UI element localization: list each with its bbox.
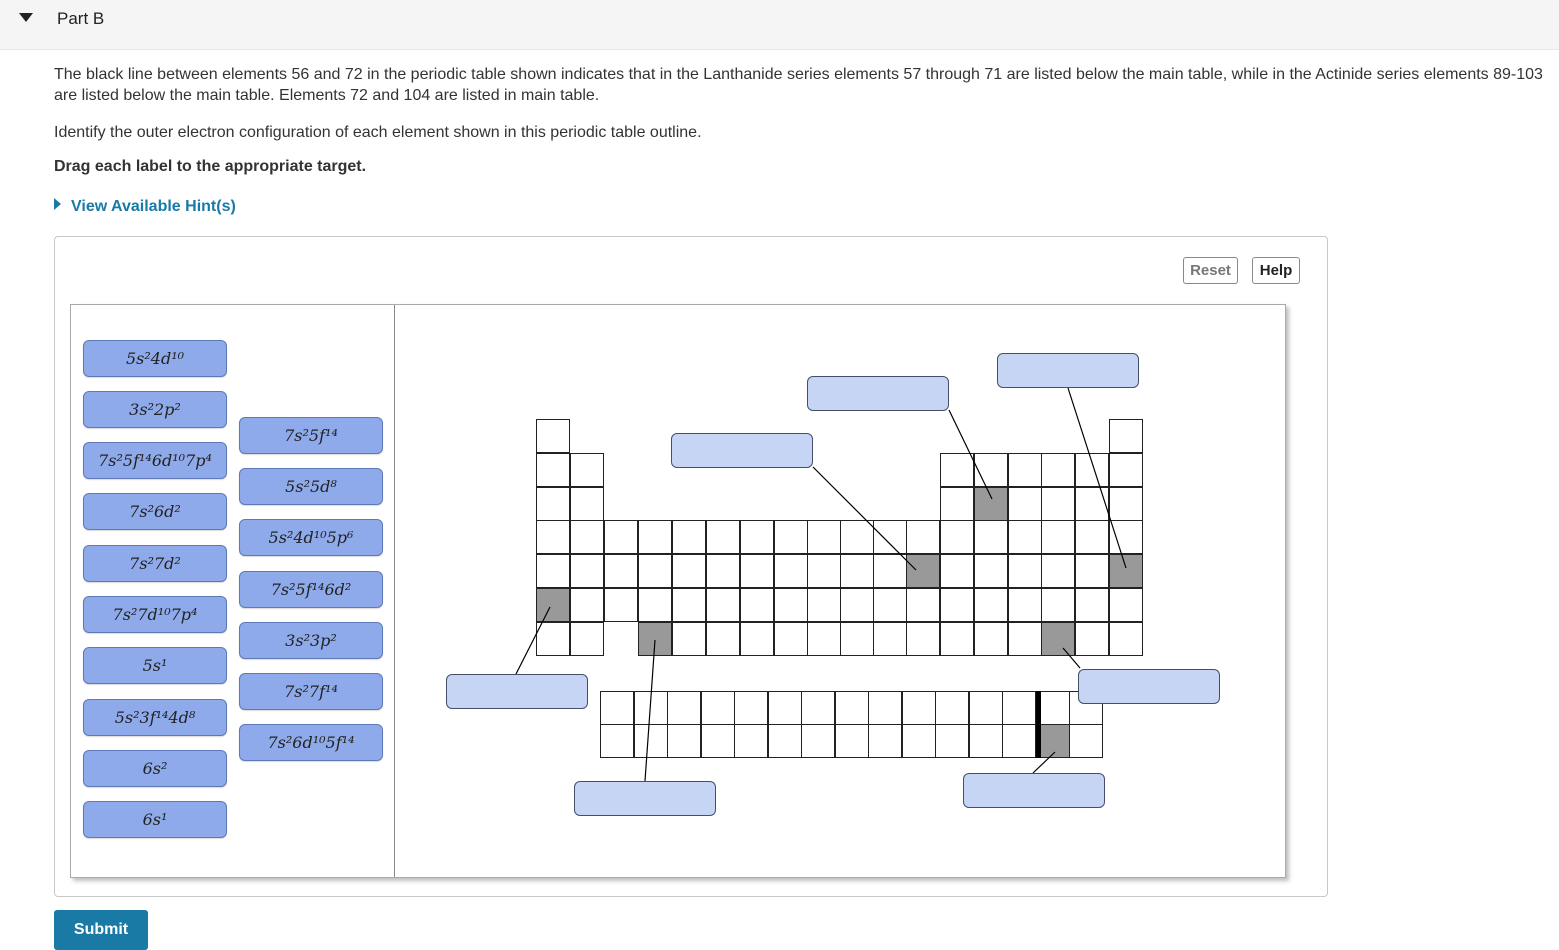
label-chip[interactable]: 5s²5d⁸ bbox=[239, 468, 383, 505]
drop-target[interactable] bbox=[997, 353, 1139, 388]
label-chip[interactable]: 7s²5f¹⁴ bbox=[239, 417, 383, 454]
label-chip[interactable]: 7s²6d¹⁰5f¹⁴ bbox=[239, 724, 383, 761]
instruction-text: Identify the outer electron configuration of each element shown in this periodic table outline. bbox=[54, 124, 702, 141]
label-chip[interactable]: 7s²6d² bbox=[83, 493, 227, 530]
label-chip[interactable]: 7s²7d² bbox=[83, 545, 227, 582]
label-chip[interactable]: 3s²2p² bbox=[83, 391, 227, 428]
drop-target[interactable] bbox=[446, 674, 588, 709]
label-chip[interactable]: 7s²7f¹⁴ bbox=[239, 673, 383, 710]
label-chip[interactable]: 6s² bbox=[83, 750, 227, 787]
label-chip[interactable]: 5s²4d¹⁰ bbox=[83, 340, 227, 377]
label-chip[interactable]: 7s²5f¹⁴6d¹⁰7p⁴ bbox=[83, 442, 227, 479]
help-button[interactable]: Help bbox=[1252, 257, 1300, 284]
label-chip[interactable]: 7s²5f¹⁴6d² bbox=[239, 571, 383, 608]
drop-target[interactable] bbox=[671, 433, 813, 468]
label-chip[interactable]: 5s¹ bbox=[83, 647, 227, 684]
intro-text: The black line between elements 56 and 72 in the periodic table shown indicates that in the Lanthanide series elements 57 through 71 are listed below the main table, while in the Actinide series elements 89-103 are listed below the main table. Elements 72 and 104 are listed in main table. bbox=[54, 66, 1543, 104]
label-chip[interactable]: 7s²7d¹⁰7p⁴ bbox=[83, 596, 227, 633]
reset-button[interactable]: Reset bbox=[1183, 257, 1238, 284]
drop-target[interactable] bbox=[1078, 669, 1220, 704]
drag-instruction: Drag each label to the appropriate target. bbox=[54, 158, 367, 175]
drop-target[interactable] bbox=[574, 781, 716, 816]
part-title: Part B bbox=[57, 9, 105, 28]
label-chip[interactable]: 3s²3p² bbox=[239, 622, 383, 659]
label-chip[interactable]: 6s¹ bbox=[83, 801, 227, 838]
drop-target[interactable] bbox=[963, 773, 1105, 808]
label-chip[interactable]: 5s²4d¹⁰5p⁶ bbox=[239, 519, 383, 556]
drop-target[interactable] bbox=[807, 376, 949, 411]
submit-button[interactable]: Submit bbox=[54, 910, 148, 950]
label-chip[interactable]: 5s²3f¹⁴4d⁸ bbox=[83, 699, 227, 736]
hint-link-label: View Available Hint(s) bbox=[71, 198, 236, 215]
